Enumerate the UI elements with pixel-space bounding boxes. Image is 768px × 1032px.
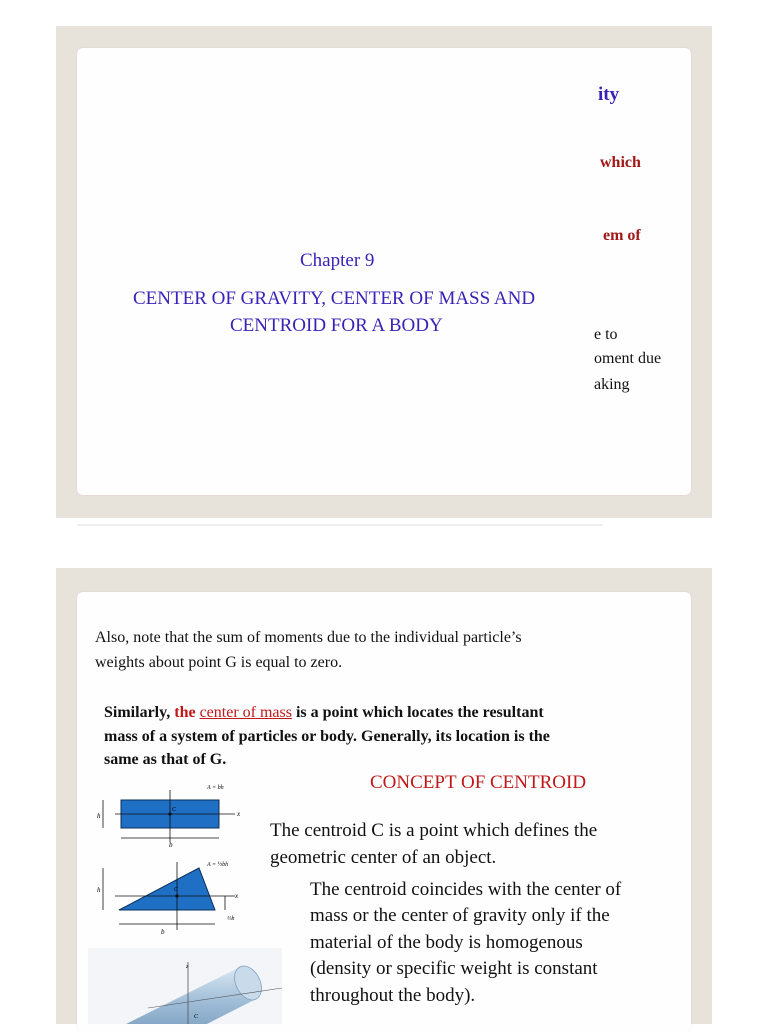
fragment-aking: aking [594,376,630,393]
fragment-ity: ity [598,84,620,105]
moments-text-line2: weights about point G is equal to zero. [95,654,343,671]
slide-separator [77,524,603,526]
tri-c-label: C [174,887,179,893]
similarly-text: Similarly, [104,704,171,721]
cyl-c-label: C [194,1014,199,1020]
slide-title-line1: CENTER OF GRAVITY, CENTER OF MASS AND [133,288,536,309]
fragment-em-of: em of [603,227,641,244]
centroid-def-line2: geometric center of an object. [270,847,497,868]
tri-b-label: b [161,928,165,936]
slide-1 [77,48,691,495]
fragment-which: which [600,154,641,171]
locates-text: is a point which locates the resultant [295,704,544,721]
cylinder-figure [88,948,282,1024]
tri-x-label: x [235,892,239,900]
tri-third-h-label: ⅓h [227,916,235,922]
the-text: the [174,704,196,721]
coincide-line1: The centroid coincides with the center of [310,879,622,900]
centroid-def-line1: The centroid C is a point which defines the [270,820,598,841]
tri-area-label: A = ½bh [207,862,229,868]
fragment-moment-due: oment due [594,350,662,367]
center-of-mass-line2: mass of a system of particles or body. Generally, its location is the [104,728,550,745]
rect-area-label: A = bh [207,785,224,791]
tri-h-label: h [97,886,101,894]
moments-text-line1: Also, note that the sum of moments due to the individual particle’s [95,629,522,646]
rect-c-label: C [172,807,177,813]
triangle-figure [95,858,255,940]
center-of-mass-line1 [104,701,544,725]
center-of-mass-line3: same as that of G. [104,751,227,768]
slide-title-line2: CENTROID FOR A BODY [230,315,443,336]
rect-b-label: b [169,841,173,848]
coincide-line3: material of the body is homogenous [310,932,583,953]
chapter-label: Chapter 9 [300,250,375,271]
cyl-z-label: z [186,964,189,970]
coincide-line4: (density or specific weight is constant [310,958,598,979]
coincide-line2: mass or the center of gravity only if the [310,905,610,926]
rect-h-label: h [97,812,101,820]
coincide-line5: throughout the body). [310,985,476,1006]
fragment-e-to: e to [594,326,618,343]
concept-heading: CONCEPT OF CENTROID [370,772,587,793]
center-of-mass-link: center of mass [199,704,292,721]
rectangle-figure [95,778,255,848]
rect-x-label: x [237,810,241,818]
